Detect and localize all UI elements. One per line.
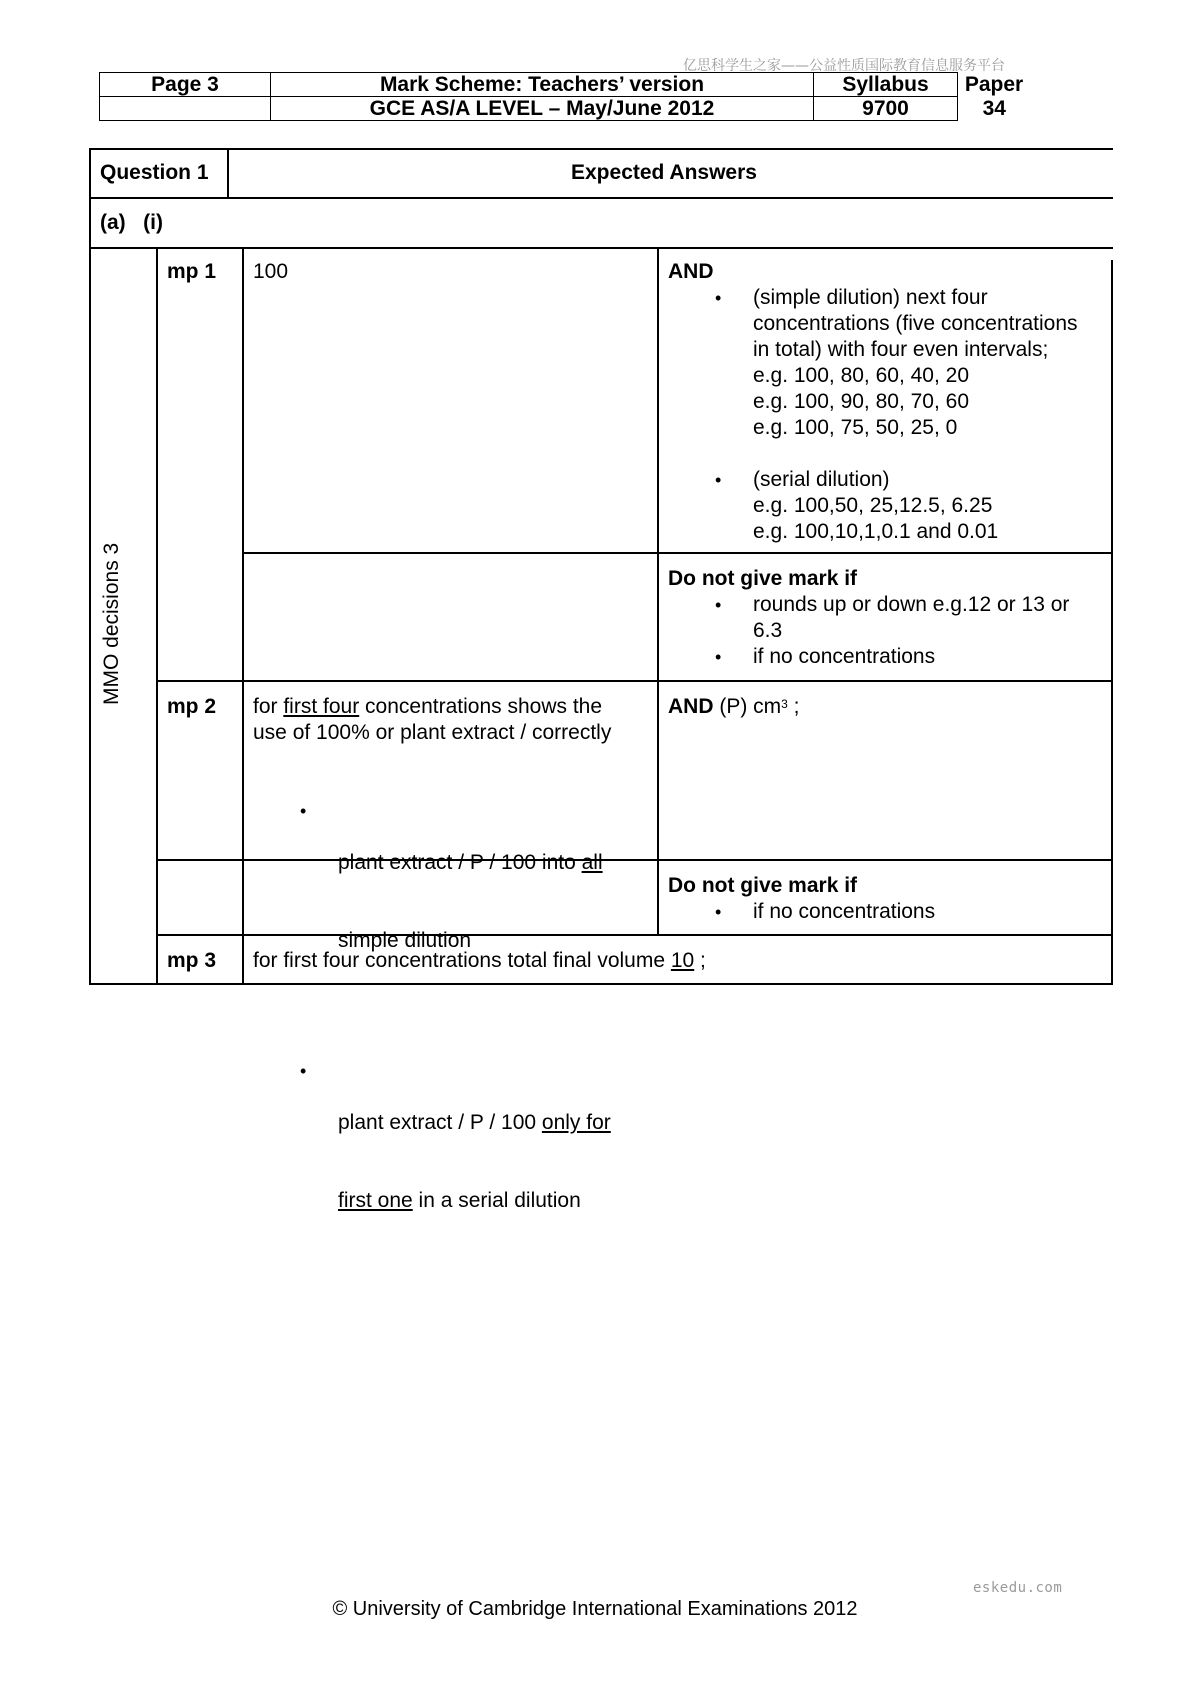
- mp1-bullet-simple-line: e.g. 100, 80, 60, 40, 20: [753, 364, 970, 387]
- part-label: (a) (i): [100, 211, 163, 234]
- mp2-intro-underlined: first four: [283, 695, 360, 718]
- page-label: Page 3: [100, 73, 271, 97]
- mp1-bullets: [668, 285, 1078, 545]
- mp2-bullet-text: in a serial dilution: [412, 1189, 581, 1212]
- mp2-label: mp 2: [167, 695, 217, 718]
- mp2-bullet-simple-line: simple dilution: [338, 929, 472, 952]
- table-rule-question-divider: [227, 148, 229, 198]
- mp1-reject-bullet-line: 6.3: [753, 619, 783, 642]
- paper-number: 34: [982, 97, 1006, 120]
- mp1-reject-bullet: [668, 644, 1069, 670]
- mp2-and-text: (P) cm: [713, 695, 782, 718]
- table-rule-side: [156, 247, 158, 984]
- mp1-bullet-simple-line: in total) with four even intervals;: [753, 338, 1049, 361]
- mp3-text-part: ;: [694, 949, 706, 972]
- mp2-reject-heading: Do not give mark if: [668, 874, 858, 897]
- mp1-answer: 100: [253, 260, 289, 283]
- mp2-reject-bullets: [668, 899, 935, 925]
- mp2-bullets: [244, 746, 611, 1292]
- side-label: MMO decisions 3: [100, 542, 123, 705]
- mp2-intro-text: concentrations shows the: [359, 695, 603, 718]
- mp2-bullet-serial-line: [338, 1110, 611, 1136]
- mp1-bullet-simple-line: concentrations (five concentrations: [753, 312, 1078, 335]
- paper-label: Paper: [964, 73, 1024, 96]
- mp2-bullet-simple: [244, 798, 611, 1006]
- mp2-bullet-underlined: first one: [338, 1189, 413, 1212]
- answers-header: Expected Answers: [571, 161, 757, 184]
- mp2-reject-bullet: [668, 899, 935, 925]
- footer-copyright: © University of Cambridge International Examinations 2012: [332, 1598, 858, 1620]
- watermark-bottom: eskedu.com: [973, 1580, 1063, 1596]
- table-rule-mp1-reject: [242, 552, 1113, 554]
- question-header: Question 1: [100, 161, 209, 184]
- mp1-and-label: AND: [668, 260, 714, 283]
- mp3-label: mp 3: [167, 949, 217, 972]
- table-rule-middle: [657, 247, 659, 935]
- mp2-bullet-serial-line: [338, 1188, 611, 1214]
- mp1-bullet-simple-line: e.g. 100, 75, 50, 25, 0: [753, 416, 958, 439]
- syllabus-label: Syllabus: [814, 73, 958, 97]
- mp3-text-underlined: 10: [670, 949, 695, 972]
- mp2-and: [668, 694, 800, 720]
- mp2-bullet-serial: [244, 1058, 611, 1266]
- mp2-bullet-text: plant extract / P / 100: [338, 1111, 542, 1134]
- page-subtitle: GCE AS/A LEVEL – May/June 2012: [271, 97, 814, 121]
- mp1-bullet-simple-line: e.g. 100, 90, 80, 70, 60: [753, 390, 970, 413]
- table-rule-right: [1111, 260, 1113, 984]
- mp1-bullet-serial-line: • (serial dilution): [753, 468, 890, 491]
- table-rule-header: [89, 197, 1113, 199]
- syllabus-code: 9700: [814, 97, 958, 121]
- mp1-bullet-serial: [668, 467, 1078, 545]
- mp1-bullet-serial-line: e.g. 100,10,1,0.1 and 0.01: [753, 520, 999, 543]
- mp3-text-part: for first four concentrations total final volume: [253, 949, 671, 972]
- mp1-reject-bullet: [668, 592, 1069, 644]
- mp1-reject-bullet-line: • rounds up or down e.g.12 or 13 or: [753, 593, 1070, 616]
- table-rule-left: [89, 148, 91, 984]
- mp2-intro-line2: use of 100% or plant extract / correctly: [253, 721, 612, 744]
- mp1-bullet-serial-line: e.g. 100,50, 25,12.5, 6.25: [753, 494, 993, 517]
- mp2-bullet-simple-line: [338, 850, 611, 876]
- mp2-bullet-underlined: only for: [541, 1111, 611, 1134]
- mp2-intro-text: for: [253, 695, 284, 718]
- mp1-reject-heading: Do not give mark if: [668, 567, 858, 590]
- table-rule-mp2: [156, 680, 1113, 682]
- mp2-bullet-underlined: all: [581, 851, 603, 874]
- mp2-reject-bullet-line: • if no concentrations: [753, 900, 936, 923]
- page-title: Mark Scheme: Teachers’ version: [271, 73, 814, 97]
- mp3-text: [253, 948, 706, 974]
- mp1-bullet-simple: [668, 285, 1078, 441]
- mp1-reject-bullet-line: • if no concentrations: [753, 645, 936, 668]
- table-rule-top: [89, 148, 1113, 150]
- mp2-intro: [253, 694, 602, 720]
- mp1-bullet-simple-line: • (simple dilution) next four: [753, 286, 988, 309]
- mp2-bullet-text: plant extract / P / 100 into: [338, 851, 582, 874]
- page-label-blank: [100, 97, 271, 121]
- mp2-and-tail: ;: [787, 695, 800, 718]
- mp2-and-superscript: 3: [781, 697, 788, 711]
- mp1-reject-bullets: [668, 592, 1069, 670]
- mp1-label: mp 1: [167, 260, 217, 283]
- mp2-and-label: AND: [668, 695, 714, 718]
- watermark-top: 亿思科学生之家——公益性质国际教育信息服务平台: [683, 58, 1005, 74]
- header-table: [99, 72, 1031, 121]
